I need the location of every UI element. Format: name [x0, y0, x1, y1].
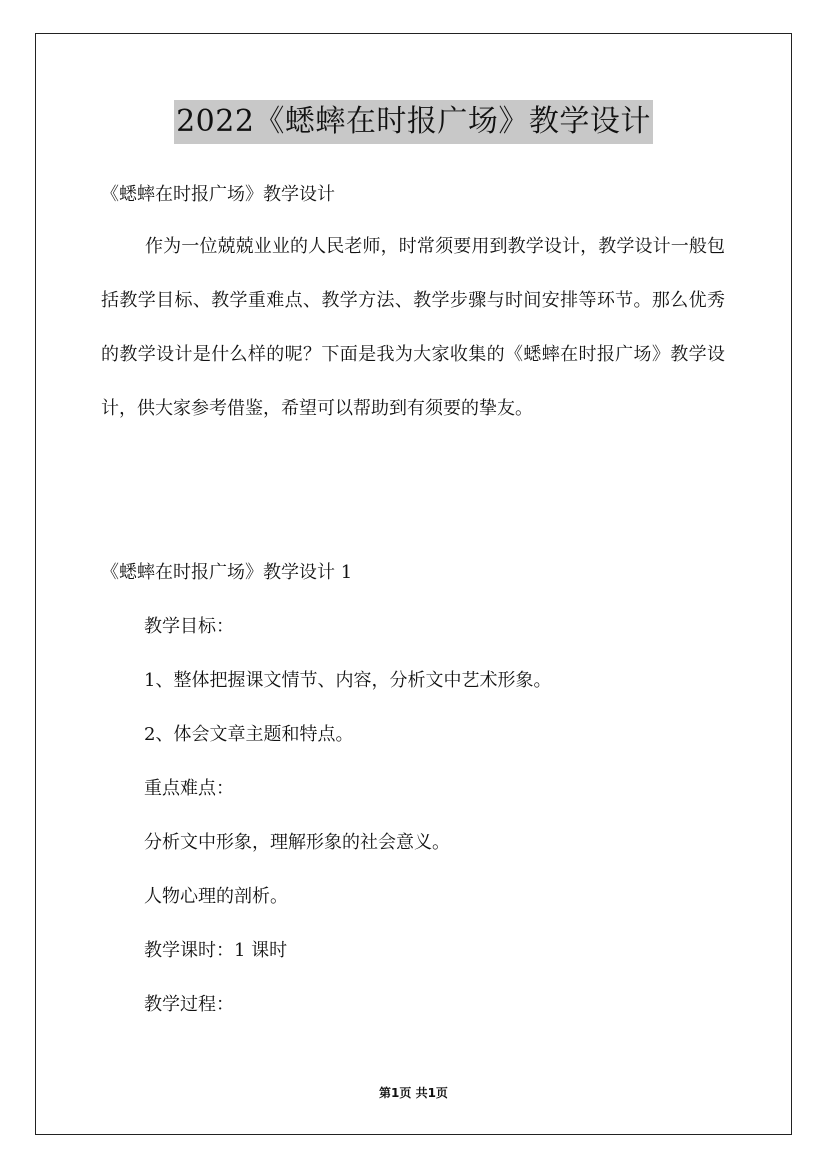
document-subtitle: 《蟋蟀在时报广场》教学设计	[101, 184, 335, 205]
page-footer	[0, 1085, 827, 1101]
section-heading: 《蟋蟀在时报广场》教学设计 1	[101, 562, 353, 583]
page-number: 第1页 共1页	[379, 1086, 448, 1100]
list-item: 教学过程：	[144, 994, 234, 1015]
list-item: 分析文中形象，理解形象的社会意义。	[144, 832, 450, 853]
intro-paragraph	[101, 220, 725, 436]
list-item: 人物心理的剖析。	[144, 886, 288, 907]
list-item: 1、整体把握课文情节、内容，分析文中艺术形象。	[144, 670, 552, 691]
list-item: 教学目标：	[144, 616, 234, 637]
document-title	[0, 100, 827, 144]
list-item: 重点难点：	[144, 778, 234, 799]
list-item: 2、体会文章主题和特点。	[144, 724, 354, 745]
title-text: 2022《蟋蟀在时报广场》教学设计	[174, 100, 653, 144]
intro-text: 作为一位兢兢业业的人民老师，时常须要用到教学设计，教学设计一般包括教学目标、教学重难点、教学方法、教学步骤与时间安排等环节。那么优秀的教学设计是什么样的呢？下面是我为大家收集的《蟋蟀在时报广场》教学设计，供大家参考借鉴，希望可以帮助到有须要的挚友。	[101, 236, 725, 419]
list-item: 教学课时：1 课时	[144, 940, 288, 961]
